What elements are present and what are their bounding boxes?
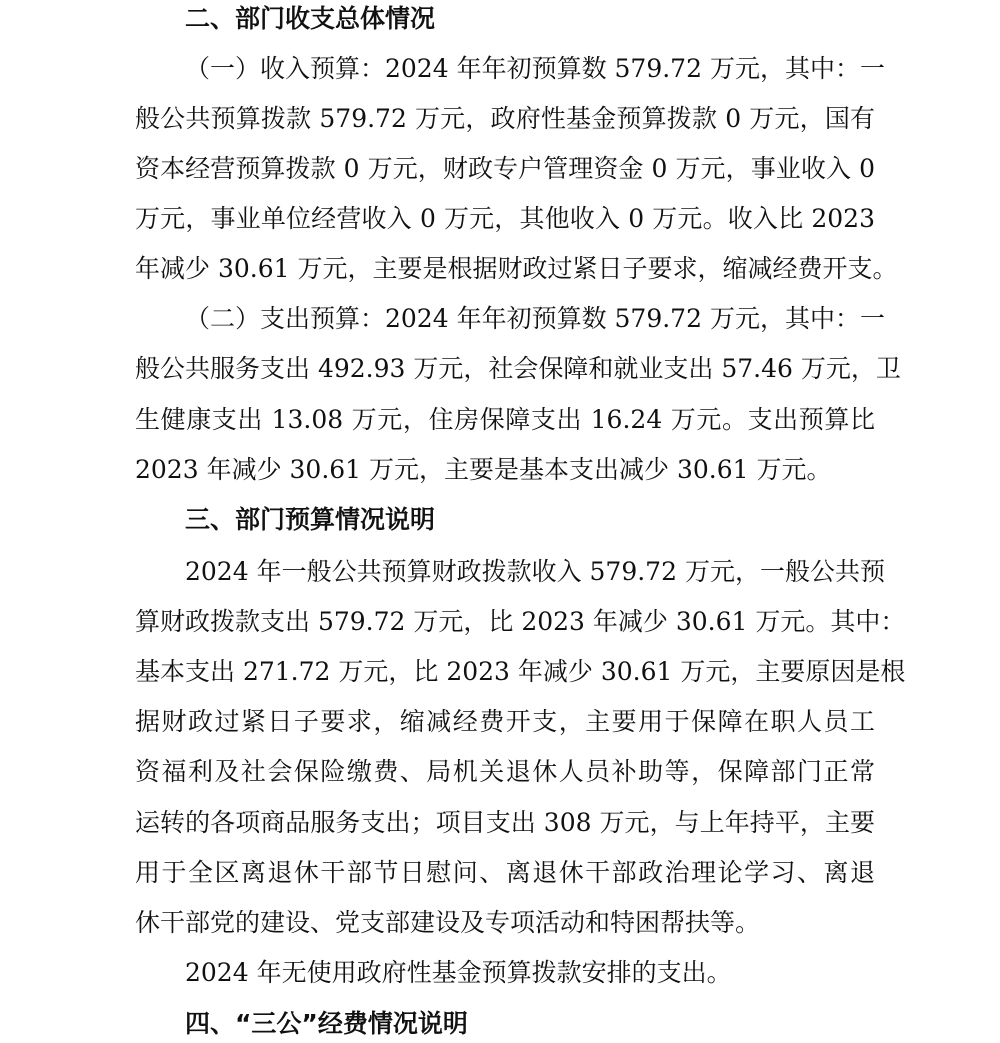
budget-line-4: 据财政过紧日子要求，缩减经费开支，主要用于保障在职人员工 xyxy=(135,707,875,736)
budget-line-3: 基本支出 271.72 万元，比 2023 年减少 30.61 万元，主要原因是根 xyxy=(135,657,906,686)
expense-line-1: （二）支出预算：2024 年年初预算数 579.72 万元，其中：一 xyxy=(185,304,885,333)
budget-line-7: 用于全区离退休干部节日慰问、离退休干部政治理论学习、离退 xyxy=(135,858,875,887)
expense-line-4: 2023 年减少 30.61 万元，主要是基本支出减少 30.61 万元。 xyxy=(135,455,832,484)
income-line-4: 万元，事业单位经营收入 0 万元，其他收入 0 万元。收入比 2023 xyxy=(135,204,875,233)
income-line-5: 年减少 30.61 万元，主要是根据财政过紧日子要求，缩减经费开支。 xyxy=(135,254,898,283)
expense-line-3: 生健康支出 13.08 万元，住房保障支出 16.24 万元。支出预算比 xyxy=(135,405,875,434)
section-heading-3: 三、部门预算情况说明 xyxy=(185,505,436,534)
budget-line-2: 算财政拨款支出 579.72 万元，比 2023 年减少 30.61 万元。其中： xyxy=(135,607,906,636)
income-line-3: 资本经营预算拨款 0 万元，财政专户管理资金 0 万元，事业收入 0 xyxy=(135,154,875,183)
expense-line-2: 般公共服务支出 492.93 万元，社会保障和就业支出 57.46 万元，卫 xyxy=(135,354,901,383)
section-heading-4: 四、“三公”经费情况说明 xyxy=(185,1009,468,1038)
income-line-2: 般公共预算拨款 579.72 万元，政府性基金预算拨款 0 万元，国有 xyxy=(135,104,875,133)
budget-line-8: 休干部党的建设、党支部建设及专项活动和特困帮扶等。 xyxy=(135,908,761,937)
income-line-1: （一）收入预算：2024 年年初预算数 579.72 万元，其中：一 xyxy=(185,54,885,83)
budget-line-6: 运转的各项商品服务支出；项目支出 308 万元，与上年持平，主要 xyxy=(135,808,875,837)
fund-line-1: 2024 年无使用政府性基金预算拨款安排的支出。 xyxy=(185,958,732,987)
budget-line-1: 2024 年一般公共预算财政拨款收入 579.72 万元，一般公共预 xyxy=(185,557,885,586)
budget-line-5: 资福利及社会保险缴费、局机关退休人员补助等，保障部门正常 xyxy=(135,757,875,786)
section-heading-2: 二、部门收支总体情况 xyxy=(185,4,436,33)
